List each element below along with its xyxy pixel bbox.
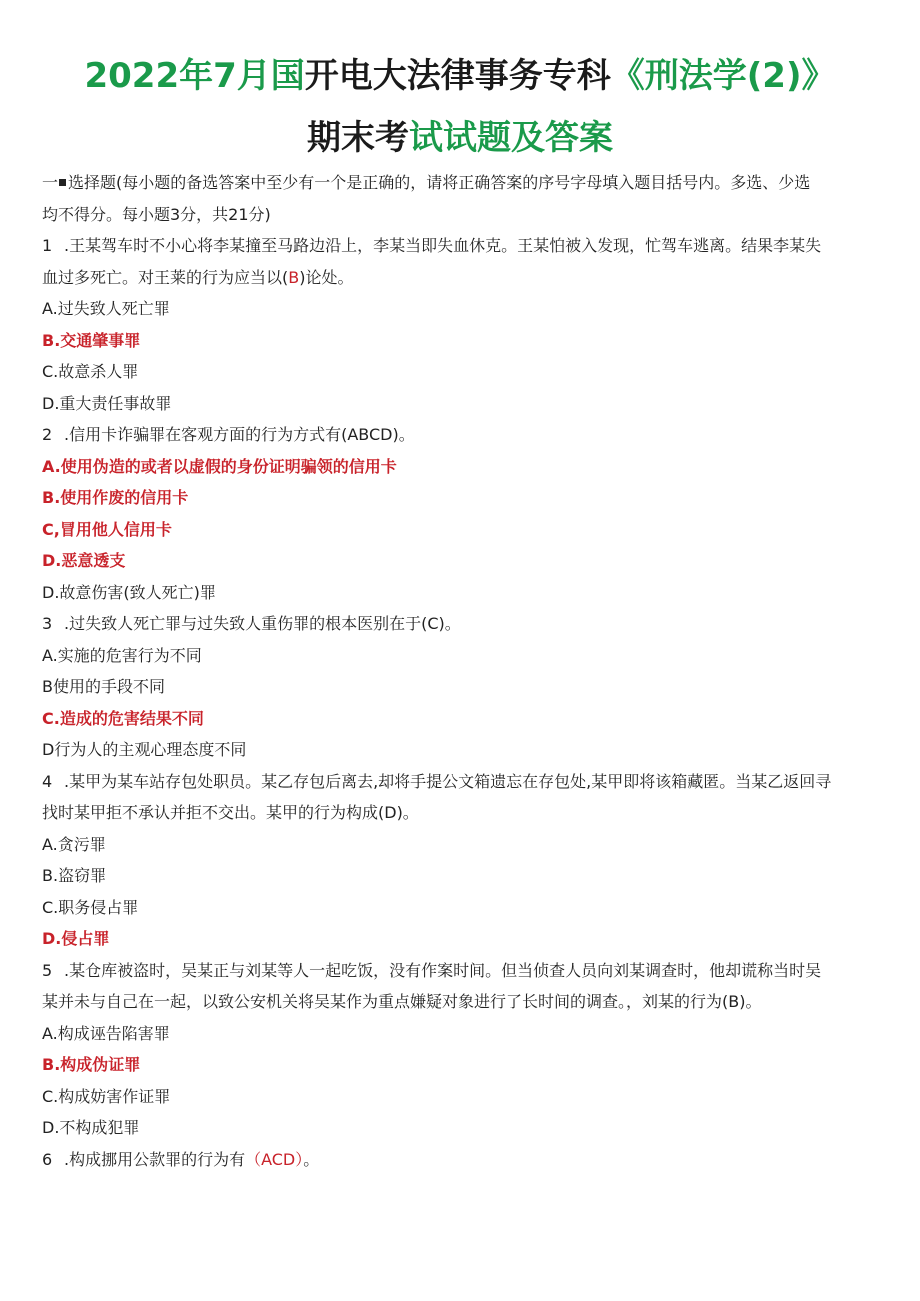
question-text-end: )论处。 [299,267,354,287]
option: C.职务侵占罪 [42,897,139,917]
option: D行为人的主观心理态度不同 [42,740,247,759]
question-1-text [42,230,884,262]
section-heading [42,167,884,199]
option-correct: A.使用伪造的或者以虚假的身份证明骗领的信用卡 [42,456,397,476]
option-correct: D.恶意透支 [42,551,126,570]
option: C.构成妨害作证罪 [42,1086,171,1106]
title-black-part: 开电大法律事务专科 [304,56,611,96]
option: D.重大责任事故罪 [42,393,172,413]
section-text-line2: 均不得分。每小题3分，共21分) [42,204,271,224]
inline-answer: B [288,267,300,287]
option: A.过失致人死亡罪 [42,299,170,318]
title2-green-part: 试试题及答案 [409,118,613,158]
question-number: 3 [42,614,53,633]
question-text: .过失致人死亡罪与过失致人重伤罪的根本医别在于(C)。 [64,614,461,633]
section-heading-cont [42,199,884,231]
question-text-end: 。 [303,1149,320,1169]
question-number: 1 [42,236,53,255]
question-text: .信用卡诈骗罪在客观方面的行为方式有(ABCD)。 [64,425,415,444]
question-text: .某仓库被盗时，吴某正与刘某等人一起吃饭，没有作案时间。但当侦查人员向刘某调查时，他却谎称当时吴 [64,960,822,980]
page-title-line2 [0,110,920,159]
bullet-square-icon [59,179,66,186]
title-green-part-b: 《刑法学(2)》 [610,56,836,96]
question-5-text-cont [42,986,884,1018]
option-correct: D.侵占罪 [42,929,110,948]
exam-content [42,167,884,1175]
question-2-text [42,419,884,451]
question-text-cont: 血过多死亡。对王莱的行为应当以( [42,267,289,287]
option: A.贪污罪 [42,834,106,854]
question-text-cont: 找时某甲拒不承认并拒不交出。某甲的行为构成(D)。 [42,803,419,822]
question-6-text [42,1144,884,1176]
question-text: .某甲为某车站存包处职员。某乙存包后离去,却将手提公文箱遗忘在存包处,某甲即将该箱藏匿。当某乙返回寻 [64,771,832,791]
title2-black-part: 期末考 [307,118,409,158]
option: A.实施的危害行为不同 [42,645,202,665]
question-text: .王某驾车时不小心将李某撞至马路边沿上，李某当即失血休克。王某怕被入发现，忙驾车逃离。结果李某失 [64,236,822,255]
section-text-line1: 选择题(每小题的备选答案中至少有一个是正确的，请将正确答案的序号字母填入题目括号内。多选、少选 [68,173,811,192]
option: B使用的手段不同 [42,677,165,696]
question-number: 6 [42,1149,53,1169]
option: B.盗窃罪 [42,866,107,885]
question-number: 2 [42,425,53,444]
option-correct: B.构成伪证罪 [42,1055,141,1074]
option-correct: C.造成的危害结果不同 [42,708,204,728]
question-3-text [42,608,884,640]
question-number: 4 [42,771,53,791]
section-prefix: 一 [42,173,59,192]
question-text: .构成挪用公款罪的行为有 [64,1149,246,1169]
question-text-cont: 某并未与自己在一起，以致公安机关将吴某作为重点嫌疑对象进行了长时间的调查。，刘某的行为(B)。 [42,992,762,1011]
title-green-part-a: 2022年7月国 [84,56,305,96]
question-4-text [42,766,884,798]
option-correct: B.使用作废的信用卡 [42,488,189,507]
option: D.不构成犯罪 [42,1118,140,1137]
question-1-text-cont [42,262,884,294]
question-number: 5 [42,960,53,980]
option-correct: C,冒用他人信用卡 [42,519,172,539]
option: D.故意伤害(致人死亡)罪 [42,582,216,602]
inline-answer: （ACD） [245,1149,304,1169]
page-title-line1 [0,48,920,97]
question-5-text [42,955,884,987]
option: C.故意杀人罪 [42,362,139,381]
option: A.构成诬告陷害罪 [42,1023,170,1043]
option-correct: B.交通肇事罪 [42,330,141,350]
question-4-text-cont [42,797,884,829]
